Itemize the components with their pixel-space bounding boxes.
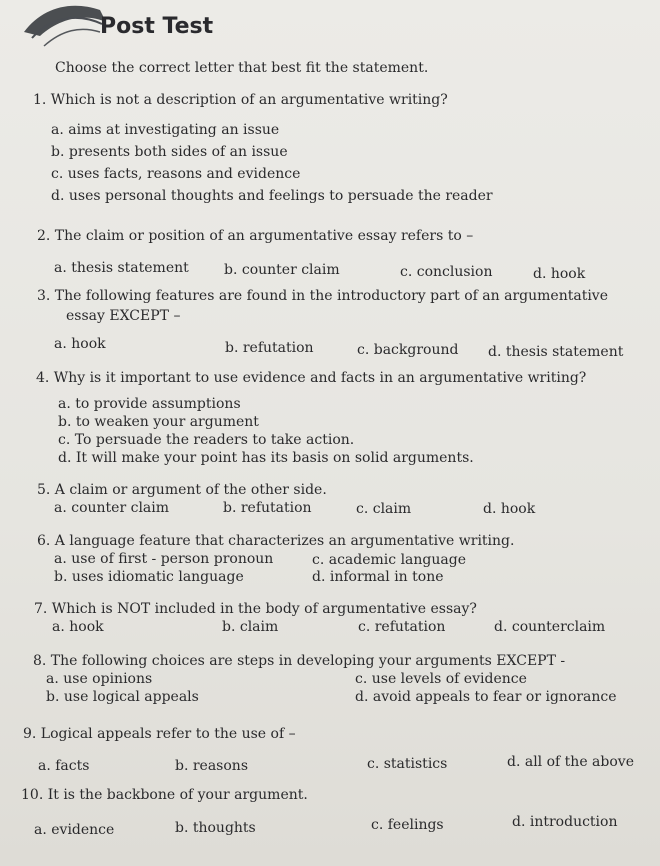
question-stem: 9. Logical appeals refer to the use of – — [23, 726, 296, 742]
option-c: c. uses facts, reasons and evidence — [51, 166, 301, 182]
option-d: d. all of the above — [507, 754, 634, 770]
option-c: c. academic language — [312, 552, 466, 568]
option-a: a. aims at investigating an issue — [51, 122, 280, 138]
option-c: c. feelings — [371, 817, 444, 833]
option-a: a. facts — [38, 758, 90, 774]
question-stem: 7. Which is NOT included in the body of argumentative essay? — [34, 601, 477, 617]
option-a: a. hook — [52, 619, 104, 635]
option-b: b. presents both sides of an issue — [51, 144, 288, 160]
option-a: a. hook — [54, 336, 106, 352]
option-b: b. uses idiomatic language — [54, 569, 244, 585]
question-stem-continued: essay EXCEPT – — [66, 308, 181, 324]
question-stem: 6. A language feature that characterizes an argumentative writing. — [37, 533, 515, 549]
option-a: a. use opinions — [46, 671, 153, 687]
instructions: Choose the correct letter that best fit the statement. — [55, 60, 429, 76]
option-c: c. claim — [356, 501, 412, 517]
option-d: d. It will make your point has its basis on solid arguments. — [58, 450, 474, 466]
option-c: c. statistics — [367, 756, 448, 772]
option-d: d. uses personal thoughts and feelings to persuade the reader — [51, 188, 493, 204]
option-d: d. informal in tone — [312, 569, 444, 585]
option-b: b. claim — [222, 619, 279, 635]
option-a: a. to provide assumptions — [58, 396, 241, 412]
option-c: c. refutation — [358, 619, 446, 635]
option-b: b. to weaken your argument — [58, 414, 259, 430]
option-c: c. background — [357, 342, 459, 358]
question-stem: 8. The following choices are steps in developing your arguments EXCEPT - — [33, 653, 566, 669]
option-b: b. refutation — [225, 340, 314, 356]
option-d: d. counterclaim — [494, 619, 606, 635]
page-title: Post Test — [100, 14, 214, 39]
option-d: d. thesis statement — [488, 344, 624, 360]
question-stem: 2. The claim or position of an argumentative essay refers to – — [37, 228, 474, 244]
question-stem: 10. It is the backbone of your argument. — [21, 787, 308, 803]
option-c: c. To persuade the readers to take action. — [58, 432, 355, 448]
option-b: b. reasons — [175, 758, 249, 774]
option-a: a. use of first - person pronoun — [54, 551, 274, 567]
option-a: a. counter claim — [54, 500, 170, 516]
option-b: b. use logical appeals — [46, 689, 199, 705]
option-b: b. counter claim — [224, 262, 340, 278]
option-a: a. thesis statement — [54, 260, 189, 276]
question-stem: 3. The following features are found in the introductory part of an argumentative — [37, 288, 608, 304]
option-d: d. hook — [533, 266, 586, 282]
school-logo-icon — [22, 2, 108, 50]
option-c: c. conclusion — [400, 264, 493, 280]
question-stem: 5. A claim or argument of the other side. — [37, 482, 327, 498]
question-stem: 1. Which is not a description of an argumentative writing? — [33, 92, 448, 108]
option-d: d. introduction — [512, 814, 618, 830]
question-stem: 4. Why is it important to use evidence and facts in an argumentative writing? — [36, 370, 587, 386]
option-d: d. hook — [483, 501, 536, 517]
option-b: b. thoughts — [175, 820, 256, 836]
option-c: c. use levels of evidence — [355, 671, 527, 687]
option-a: a. evidence — [34, 822, 115, 838]
option-d: d. avoid appeals to fear or ignorance — [355, 689, 617, 705]
option-b: b. refutation — [223, 500, 312, 516]
